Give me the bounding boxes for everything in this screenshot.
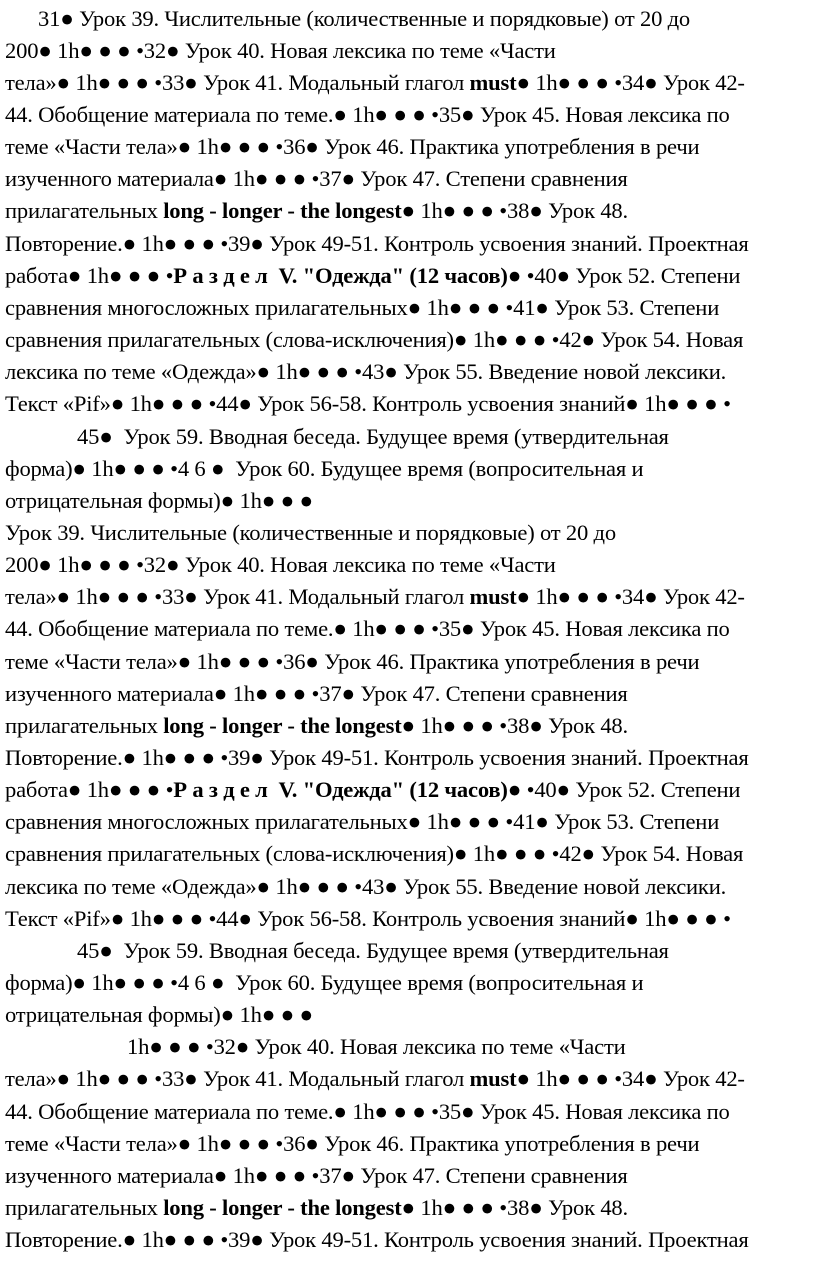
text-line: теме «Части тела»● 1h● ● ● •36● Урок 46. Практика употребления в речи — [5, 1131, 700, 1156]
text-line: сравнения многосложных прилагательных● 1h● ● ● •41● Урок 53. Степени — [5, 809, 720, 834]
text-line: тела»● 1h● ● ● •33● Урок 41. Модальный глагол must● 1h● ● ● •34● Урок 42- — [5, 70, 745, 95]
text-line: изученного материала● 1h● ● ● •37● Урок 47. Степени сравнения — [5, 1163, 628, 1188]
text-line: 44. Обобщение материала по теме.● 1h● ● ● •35● Урок 45. Новая лексика по — [5, 102, 730, 127]
text-line: форма)● 1h● ● ● •4 6 ● Урок 60. Будущее время (вопросительная и — [5, 456, 644, 481]
text-line: 31● Урок 39. Числительные (количественные и порядковые) от 20 до — [38, 6, 691, 31]
text-line: Текст «Pif»● 1h● ● ● •44● Урок 56-58. Контроль усвоения знаний● 1h● ● ● • — [5, 391, 731, 416]
text-line: прилагательных long - longer - the longest● 1h● ● ● •38● Урок 48. — [5, 1195, 628, 1220]
text-line: сравнения прилагательных (слова-исключения)● 1h● ● ● •42● Урок 54. Новая — [5, 841, 744, 866]
text-line: отрицательная формы)● 1h● ● ● — [5, 1002, 313, 1027]
text-line: работа● 1h● ● ● •Р а з д е л V. "Одежда" (12 часов)● •40● Урок 52. Степени — [5, 777, 741, 802]
text-line: сравнения прилагательных (слова-исключения)● 1h● ● ● •42● Урок 54. Новая — [5, 327, 744, 352]
text-line: работа● 1h● ● ● •Р а з д е л V. "Одежда" (12 часов)● •40● Урок 52. Степени — [5, 263, 741, 288]
text-line: прилагательных long - longer - the longest● 1h● ● ● •38● Урок 48. — [5, 198, 628, 223]
text-line: 45● Урок 59. Вводная беседа. Будущее время (утвердительная — [77, 424, 669, 449]
text-line: 45● Урок 59. Вводная беседа. Будущее время (утвердительная — [77, 938, 669, 963]
text-line: Текст «Pif»● 1h● ● ● •44● Урок 56-58. Контроль усвоения знаний● 1h● ● ● • — [5, 906, 731, 931]
text-line: Повторение.● 1h● ● ● •39● Урок 49-51. Контроль усвоения знаний. Проектная — [5, 231, 749, 256]
text-line: 200● 1h● ● ● •32● Урок 40. Новая лексика по теме «Части — [5, 38, 556, 63]
text-line: форма)● 1h● ● ● •4 6 ● Урок 60. Будущее время (вопросительная и — [5, 970, 644, 995]
text-line: теме «Части тела»● 1h● ● ● •36● Урок 46. Практика употребления в речи — [5, 134, 700, 159]
text-line: 44. Обобщение материала по теме.● 1h● ● ● •35● Урок 45. Новая лексика по — [5, 1099, 730, 1124]
text-line: изученного материала● 1h● ● ● •37● Урок 47. Степени сравнения — [5, 166, 628, 191]
text-line: тела»● 1h● ● ● •33● Урок 41. Модальный глагол must● 1h● ● ● •34● Урок 42- — [5, 584, 745, 609]
text-line: Повторение.● 1h● ● ● •39● Урок 49-51. Контроль усвоения знаний. Проектная — [5, 1227, 749, 1252]
text-line: лексика по теме «Одежда»● 1h● ● ● •43● Урок 55. Введение новой лексики. — [5, 359, 727, 384]
text-line: Урок 39. Числительные (количественные и порядковые) от 20 до — [5, 520, 616, 545]
text-line: теме «Части тела»● 1h● ● ● •36● Урок 46. Практика употребления в речи — [5, 649, 700, 674]
text-line: лексика по теме «Одежда»● 1h● ● ● •43● Урок 55. Введение новой лексики. — [5, 874, 727, 899]
text-line: тела»● 1h● ● ● •33● Урок 41. Модальный глагол must● 1h● ● ● •34● Урок 42- — [5, 1066, 745, 1091]
text-line: прилагательных long - longer - the longest● 1h● ● ● •38● Урок 48. — [5, 713, 628, 738]
text-line: изученного материала● 1h● ● ● •37● Урок 47. Степени сравнения — [5, 681, 628, 706]
text-line: 44. Обобщение материала по теме.● 1h● ● ● •35● Урок 45. Новая лексика по — [5, 616, 730, 641]
text-line: 200● 1h● ● ● •32● Урок 40. Новая лексика по теме «Части — [5, 552, 556, 577]
text-line: 1h● ● ● •32● Урок 40. Новая лексика по теме «Части — [127, 1034, 626, 1059]
text-line: Повторение.● 1h● ● ● •39● Урок 49-51. Контроль усвоения знаний. Проектная — [5, 745, 749, 770]
text-line: отрицательная формы)● 1h● ● ● — [5, 488, 313, 513]
text-line: сравнения многосложных прилагательных● 1h● ● ● •41● Урок 53. Степени — [5, 295, 720, 320]
